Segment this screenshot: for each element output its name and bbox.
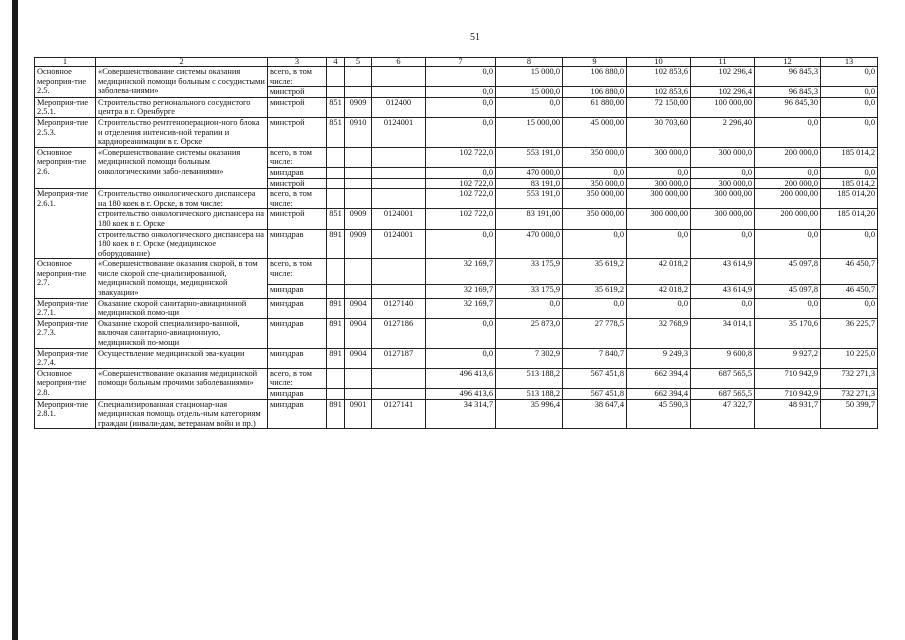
table-row: [35, 348, 878, 368]
table-cell: 0,0: [755, 167, 821, 178]
table-cell: 15 000,0: [496, 67, 563, 87]
table-cell: 35 619,2: [563, 259, 627, 285]
table-cell: 300 000,0: [627, 178, 691, 189]
table-cell: [372, 87, 426, 98]
table-cell: Мероприя-тие 2.6.1.: [35, 189, 96, 259]
table-cell: 100 000,00: [691, 97, 755, 117]
table-cell: 0,0: [821, 117, 878, 147]
table-cell: 32 169,7: [426, 285, 496, 299]
column-header: 6: [372, 58, 426, 67]
table-cell: 102 722,0: [426, 189, 496, 209]
table-cell: [327, 389, 345, 400]
table-cell: 0,0: [755, 298, 821, 318]
table-cell: 45 590,3: [627, 399, 691, 429]
table-cell: всего, в том числе:: [268, 67, 327, 87]
table-cell: 0,0: [496, 298, 563, 318]
table-cell: 300 000,00: [627, 209, 691, 229]
table-cell: 0,0: [755, 229, 821, 259]
table-cell: 185 014,2: [821, 147, 878, 167]
table-cell: «Совершенствование системы оказания медицинской помощи больным онкологическими забо-леваниями»: [96, 147, 268, 188]
table-cell: 732 271,3: [821, 389, 878, 400]
table-cell: 102 296,4: [691, 87, 755, 98]
table-cell: 32 169,7: [426, 298, 496, 318]
column-header: 11: [691, 58, 755, 67]
table-cell: 45 000,00: [563, 117, 627, 147]
table-row: [35, 259, 878, 285]
table-cell: 891: [327, 399, 345, 429]
column-header: 13: [821, 58, 878, 67]
table-cell: Осуществление медицинской эва-куации: [96, 348, 268, 368]
table-cell: 32 169,7: [426, 259, 496, 285]
table-cell: 0127141: [372, 399, 426, 429]
scan-margin: [0, 0, 8, 640]
table-cell: 102 722,0: [426, 209, 496, 229]
table-cell: 0,0: [426, 318, 496, 348]
table-row: [35, 318, 878, 348]
table-cell: [327, 285, 345, 299]
table-cell: 0,0: [755, 117, 821, 147]
table-cell: 0,0: [426, 348, 496, 368]
table-row: [35, 229, 878, 259]
table-cell: [345, 178, 372, 189]
table-cell: строительство онкологического диспансера на 180 коек в г. Орске (медицинское оборудование): [96, 229, 268, 259]
table-cell: 350 000,00: [563, 209, 627, 229]
table-cell: 300 000,0: [691, 178, 755, 189]
table-cell: Мероприя-тие 2.8.1.: [35, 399, 96, 429]
table-cell: минстрой: [268, 97, 327, 117]
table-cell: [372, 285, 426, 299]
table-cell: Строительство регионального сосудистого центра в г. Оренбурге: [96, 97, 268, 117]
table-cell: [345, 67, 372, 87]
table-cell: Оказание скорой специализиро-ванной, включая санитарно-авиационную, медицинской по-мощи: [96, 318, 268, 348]
column-header: 10: [627, 58, 691, 67]
table-cell: 513 188,2: [496, 389, 563, 400]
table-cell: минстрой: [268, 87, 327, 98]
table-cell: 35 170,6: [755, 318, 821, 348]
table-cell: 46 450,7: [821, 285, 878, 299]
table-cell: 96 845,3: [755, 87, 821, 98]
table-cell: 687 565,5: [691, 389, 755, 400]
table-cell: [327, 259, 345, 285]
table-cell: 42 018,2: [627, 285, 691, 299]
table-cell: 0904: [345, 348, 372, 368]
table-cell: [372, 368, 426, 388]
table-cell: 15 000,00: [496, 117, 563, 147]
table-cell: 0,0: [426, 167, 496, 178]
table-cell: 10 225,0: [821, 348, 878, 368]
column-header: 1: [35, 58, 96, 67]
table-cell: 851: [327, 117, 345, 147]
table-cell: [372, 167, 426, 178]
table-cell: 200 000,00: [755, 189, 821, 209]
table-row: [35, 368, 878, 388]
table-cell: [372, 178, 426, 189]
table-cell: 43 614,9: [691, 285, 755, 299]
table-cell: 0,0: [821, 87, 878, 98]
table-row: [35, 67, 878, 87]
table-cell: «Совершенствование оказания скорой, в том числе скорой спе-циализированной, медицинской помощи, медицинской эвакуации»: [96, 259, 268, 298]
table-cell: 0,0: [426, 117, 496, 147]
table-cell: всего, в том числе:: [268, 189, 327, 209]
table-cell: [345, 147, 372, 167]
table-row: [35, 97, 878, 117]
table-cell: [327, 67, 345, 87]
table-cell: [327, 368, 345, 388]
table-cell: 710 942,9: [755, 368, 821, 388]
table-cell: [345, 167, 372, 178]
table-cell: 513 188,2: [496, 368, 563, 388]
table-cell: 300 000,00: [691, 209, 755, 229]
table-cell: минздрав: [268, 318, 327, 348]
table-cell: [327, 167, 345, 178]
table-cell: [327, 147, 345, 167]
header-row: [35, 58, 878, 67]
table-cell: 891: [327, 348, 345, 368]
budget-table: [34, 57, 878, 429]
table-cell: 662 394,4: [627, 389, 691, 400]
table-cell: 687 565,5: [691, 368, 755, 388]
table-cell: 470 000,0: [496, 167, 563, 178]
table-cell: 7 840,7: [563, 348, 627, 368]
table-row: [35, 209, 878, 229]
table-cell: 300 000,0: [691, 147, 755, 167]
table-cell: 7 302,9: [496, 348, 563, 368]
table-cell: 732 271,3: [821, 368, 878, 388]
scan-edge-shadow: [12, 0, 18, 640]
table-cell: 350 000,0: [563, 178, 627, 189]
table-cell: 350 000,00: [563, 189, 627, 209]
table-cell: 662 394,4: [627, 368, 691, 388]
table-cell: 47 322,7: [691, 399, 755, 429]
table-cell: минстрой: [268, 117, 327, 147]
table-cell: минстрой: [268, 209, 327, 229]
table-cell: 0909: [345, 209, 372, 229]
table-cell: 102 722,0: [426, 178, 496, 189]
table-cell: 9 927,2: [755, 348, 821, 368]
table-cell: 96 845,3: [755, 67, 821, 87]
table-cell: 0,0: [821, 167, 878, 178]
table-cell: 0,0: [627, 167, 691, 178]
table-cell: [372, 389, 426, 400]
table-cell: [372, 147, 426, 167]
table-row: [35, 117, 878, 147]
table-cell: 350 000,0: [563, 147, 627, 167]
page-number: 51: [470, 32, 480, 43]
table-cell: всего, в том числе:: [268, 259, 327, 285]
column-header: 9: [563, 58, 627, 67]
table-cell: 61 880,00: [563, 97, 627, 117]
table-cell: Мероприя-тие 2.7.1.: [35, 298, 96, 318]
table-cell: 0,0: [426, 67, 496, 87]
table-cell: 470 000,0: [496, 229, 563, 259]
table-cell: 48 931,7: [755, 399, 821, 429]
table-cell: 200 000,0: [755, 178, 821, 189]
table-cell: 0,0: [691, 167, 755, 178]
table-cell: 38 647,4: [563, 399, 627, 429]
table-cell: 300 000,00: [691, 189, 755, 209]
table-cell: 0,0: [691, 298, 755, 318]
table-cell: Основное мероприя-тие 2.7.: [35, 259, 96, 298]
table-cell: 0127140: [372, 298, 426, 318]
table-cell: Специализированная стационар-ная медицинская помощь отдель-ным категориям граждан (инвали-дам, ветеранам войн и пр.): [96, 399, 268, 429]
table-cell: 42 018,2: [627, 259, 691, 285]
table-cell: 0124001: [372, 117, 426, 147]
table-cell: минздрав: [268, 348, 327, 368]
table-cell: 106 880,0: [563, 67, 627, 87]
table-cell: 300 000,00: [627, 189, 691, 209]
table-cell: 891: [327, 229, 345, 259]
table-cell: 34 314,7: [426, 399, 496, 429]
table-cell: 30 703,60: [627, 117, 691, 147]
table-cell: Оказание скорой санитарно-авиационной медицинской помо-щи: [96, 298, 268, 318]
table-cell: Мероприя-тие 2.5.1.: [35, 97, 96, 117]
column-header: 4: [327, 58, 345, 67]
table-cell: «Совершенствование оказания медицинской помощи больным прочими заболеваниями»: [96, 368, 268, 399]
table-cell: строительство онкологического диспансера на 180 коек в г. Орске: [96, 209, 268, 229]
table-body: [35, 67, 878, 429]
column-header: 8: [496, 58, 563, 67]
table-cell: «Совершенствование системы оказания медицинской помощи больным с сосудистыми заболева-ниями»: [96, 67, 268, 98]
table-cell: 0124001: [372, 229, 426, 259]
table-cell: 72 150,00: [627, 97, 691, 117]
table-cell: [345, 87, 372, 98]
table-cell: минстрой: [268, 178, 327, 189]
table-row: [35, 399, 878, 429]
table-cell: [345, 368, 372, 388]
table-cell: 102 853,6: [627, 87, 691, 98]
table-cell: 36 225,7: [821, 318, 878, 348]
table-cell: 0,0: [426, 97, 496, 117]
table-cell: минздрав: [268, 285, 327, 299]
table-cell: 0,0: [821, 229, 878, 259]
table-cell: 106 880,0: [563, 87, 627, 98]
column-header: 7: [426, 58, 496, 67]
table-cell: 45 097,8: [755, 285, 821, 299]
table-cell: 9 600,8: [691, 348, 755, 368]
table-cell: 185 014,20: [821, 209, 878, 229]
table-cell: минздрав: [268, 298, 327, 318]
column-header: 5: [345, 58, 372, 67]
table-cell: [345, 285, 372, 299]
table-cell: 0910: [345, 117, 372, 147]
table-row: [35, 147, 878, 167]
table-cell: 012400: [372, 97, 426, 117]
table-cell: 2 296,40: [691, 117, 755, 147]
table-cell: 43 614,9: [691, 259, 755, 285]
table-cell: Основное мероприя-тие 2.6.: [35, 147, 96, 188]
table-cell: 0,0: [496, 97, 563, 117]
table-cell: 9 249,3: [627, 348, 691, 368]
table-cell: минздрав: [268, 167, 327, 178]
table-cell: 891: [327, 298, 345, 318]
table-cell: [372, 259, 426, 285]
table-cell: 45 097,8: [755, 259, 821, 285]
table-cell: 0,0: [821, 97, 878, 117]
table-cell: [372, 67, 426, 87]
table-cell: Основное мероприя-тие 2.5.: [35, 67, 96, 98]
table-cell: 300 000,0: [627, 147, 691, 167]
table-cell: 0,0: [821, 67, 878, 87]
table-cell: Основное мероприя-тие 2.8.: [35, 368, 96, 399]
table-cell: [327, 189, 345, 209]
table-cell: 0909: [345, 97, 372, 117]
table-cell: 185 014,20: [821, 189, 878, 209]
table-cell: 34 014,1: [691, 318, 755, 348]
table-cell: 0,0: [627, 298, 691, 318]
table-cell: [327, 178, 345, 189]
table-cell: 851: [327, 97, 345, 117]
table-cell: минздрав: [268, 389, 327, 400]
table-cell: Мероприя-тие 2.7.3.: [35, 318, 96, 348]
table-cell: 46 450,7: [821, 259, 878, 285]
table-cell: 35 619,2: [563, 285, 627, 299]
table-cell: 33 175,9: [496, 285, 563, 299]
table-row: [35, 298, 878, 318]
table-cell: 0,0: [563, 229, 627, 259]
table-cell: 25 873,0: [496, 318, 563, 348]
table-cell: Строительство онкологического диспансера на 180 коек в г. Орске, в том числе:: [96, 189, 268, 209]
table-cell: 0,0: [426, 229, 496, 259]
table-cell: 102 296,4: [691, 67, 755, 87]
table-cell: 0124001: [372, 209, 426, 229]
table-cell: 83 191,00: [496, 209, 563, 229]
table-cell: 96 845,30: [755, 97, 821, 117]
column-header: 2: [96, 58, 268, 67]
table-cell: 33 175,9: [496, 259, 563, 285]
table-cell: 0,0: [426, 87, 496, 98]
column-header: 3: [268, 58, 327, 67]
table-cell: 0127186: [372, 318, 426, 348]
table-row: [35, 189, 878, 209]
table-cell: 496 413,6: [426, 368, 496, 388]
table-cell: 0909: [345, 229, 372, 259]
table-cell: 0,0: [821, 298, 878, 318]
table-cell: 0,0: [627, 229, 691, 259]
table-cell: 27 778,5: [563, 318, 627, 348]
table-cell: 32 768,9: [627, 318, 691, 348]
table-cell: Мероприя-тие 2.5.3.: [35, 117, 96, 147]
column-header: 12: [755, 58, 821, 67]
table-cell: 50 399,7: [821, 399, 878, 429]
table-cell: 567 451,8: [563, 389, 627, 400]
table-cell: 891: [327, 318, 345, 348]
table-cell: всего, в том числе:: [268, 368, 327, 388]
table-cell: всего, в том числе:: [268, 147, 327, 167]
table-cell: 185 014,2: [821, 178, 878, 189]
table-cell: Мероприя-тие 2.7.4.: [35, 348, 96, 368]
table-cell: 553 191,0: [496, 189, 563, 209]
table-cell: минздрав: [268, 399, 327, 429]
table-cell: 200 000,00: [755, 209, 821, 229]
table-cell: 0,0: [563, 167, 627, 178]
table-cell: 102 853,6: [627, 67, 691, 87]
table-cell: 0127187: [372, 348, 426, 368]
table-cell: 102 722,0: [426, 147, 496, 167]
table-cell: Строительство рентгеноперацион-ного блока и отделения интенсив-ной терапии и кардиореанимации в г. Орске: [96, 117, 268, 147]
table-cell: 83 191,0: [496, 178, 563, 189]
table-cell: 15 000,0: [496, 87, 563, 98]
table-cell: 553 191,0: [496, 147, 563, 167]
table-cell: [372, 189, 426, 209]
table-cell: [345, 189, 372, 209]
table-cell: 35 996,4: [496, 399, 563, 429]
table-cell: [345, 259, 372, 285]
table-cell: 0901: [345, 399, 372, 429]
table-cell: [327, 87, 345, 98]
table-cell: 851: [327, 209, 345, 229]
table-cell: 0904: [345, 298, 372, 318]
table-cell: 710 942,9: [755, 389, 821, 400]
table-cell: 496 413,6: [426, 389, 496, 400]
table-cell: 0,0: [563, 298, 627, 318]
table-cell: минздрав: [268, 229, 327, 259]
table-cell: 0904: [345, 318, 372, 348]
table-cell: [345, 389, 372, 400]
table-cell: 0,0: [691, 229, 755, 259]
table-cell: 200 000,0: [755, 147, 821, 167]
table-cell: 567 451,8: [563, 368, 627, 388]
